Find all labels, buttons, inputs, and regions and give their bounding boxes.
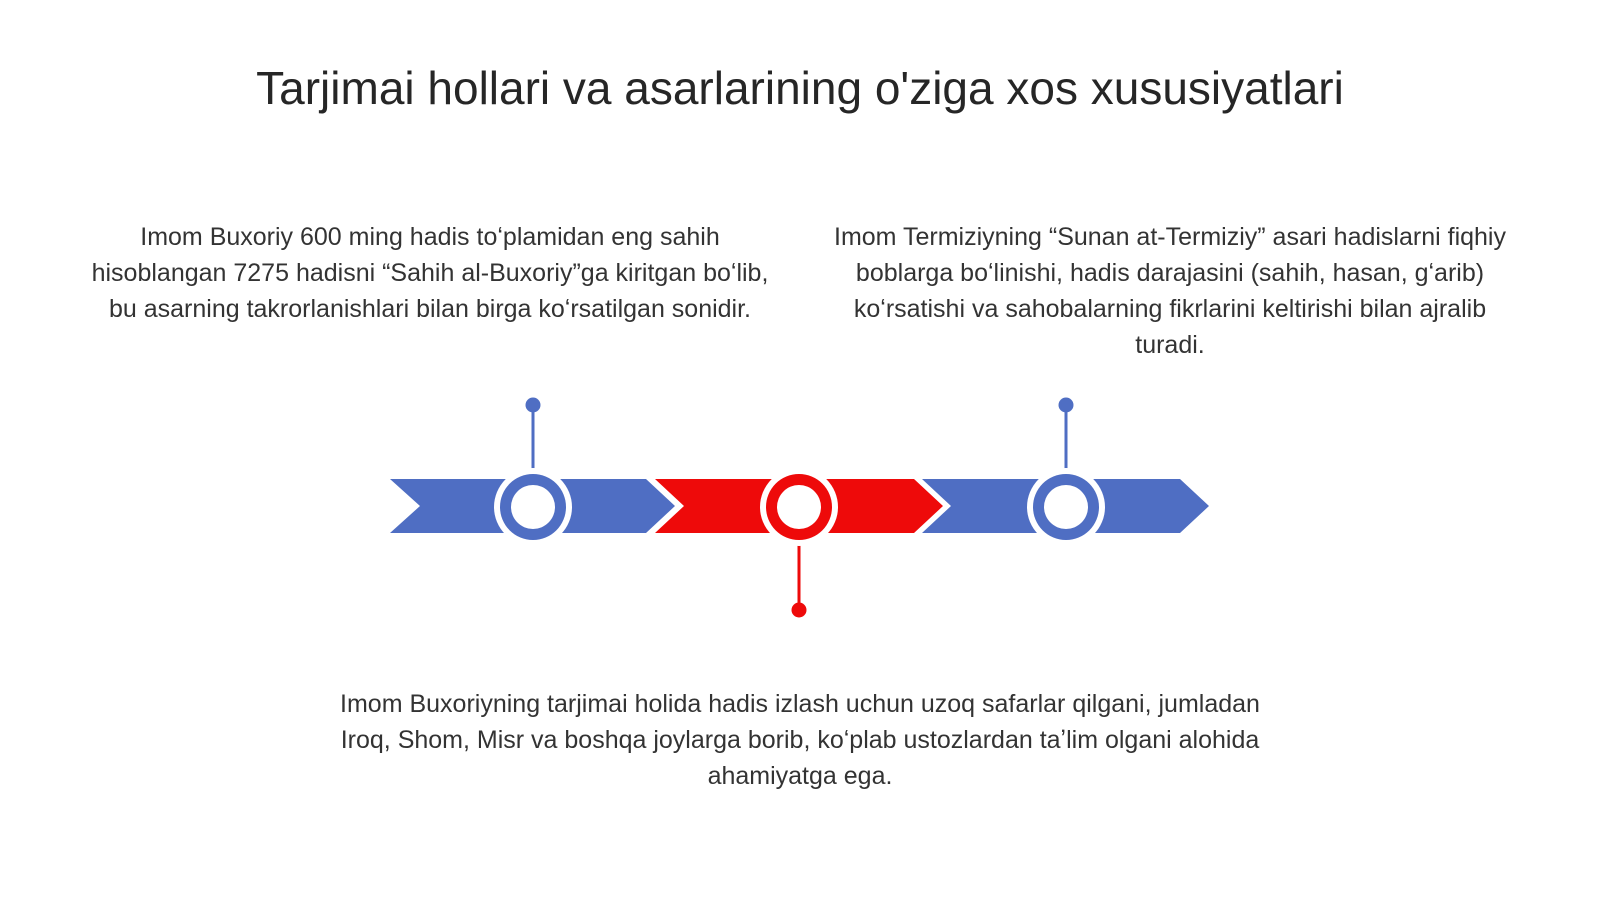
slide-title: Tarjimai hollari va asarlarining o'ziga xos xususiyatlari	[256, 62, 1344, 114]
timeline-marker-1	[494, 398, 572, 547]
note-bottom: Imom Buxoriyning tarjimai holida hadis izlash uchun uzoq safarlar qilgani, jumladan Iroq, Shom, Misr va boshqa joylarga borib, koʻplab ustozlardan taʼlim olgani alohida ahamiyatga ega.	[340, 690, 1260, 790]
marker-1-pin-dot	[526, 398, 541, 413]
timeline-marker-3	[1027, 398, 1105, 547]
marker-3-ring-center	[1044, 485, 1088, 529]
marker-2-pin-dot	[792, 603, 807, 618]
marker-2-ring-center	[777, 485, 821, 529]
note-right: Imom Termiziyning “Sunan at-Termiziy” asari hadislarni fiqhiy boblarga boʻlinishi, hadis darajasini (sahih, hasan, gʻarib) koʻrsatishi va sahobalarning fikrlarini keltirishi bilan ajralib turadi.	[834, 223, 1506, 359]
marker-1-ring-center	[511, 485, 555, 529]
timeline-marker-2	[760, 468, 838, 618]
note-left: Imom Buxoriy 600 ming hadis toʻplamidan eng sahih hisoblangan 7275 hadisni “Sahih al-Buxoriy”ga kiritgan boʻlib, bu asarning takrorlanishlari bilan birga koʻrsatilgan sonidir.	[91, 223, 769, 323]
marker-3-pin-dot	[1059, 398, 1074, 413]
